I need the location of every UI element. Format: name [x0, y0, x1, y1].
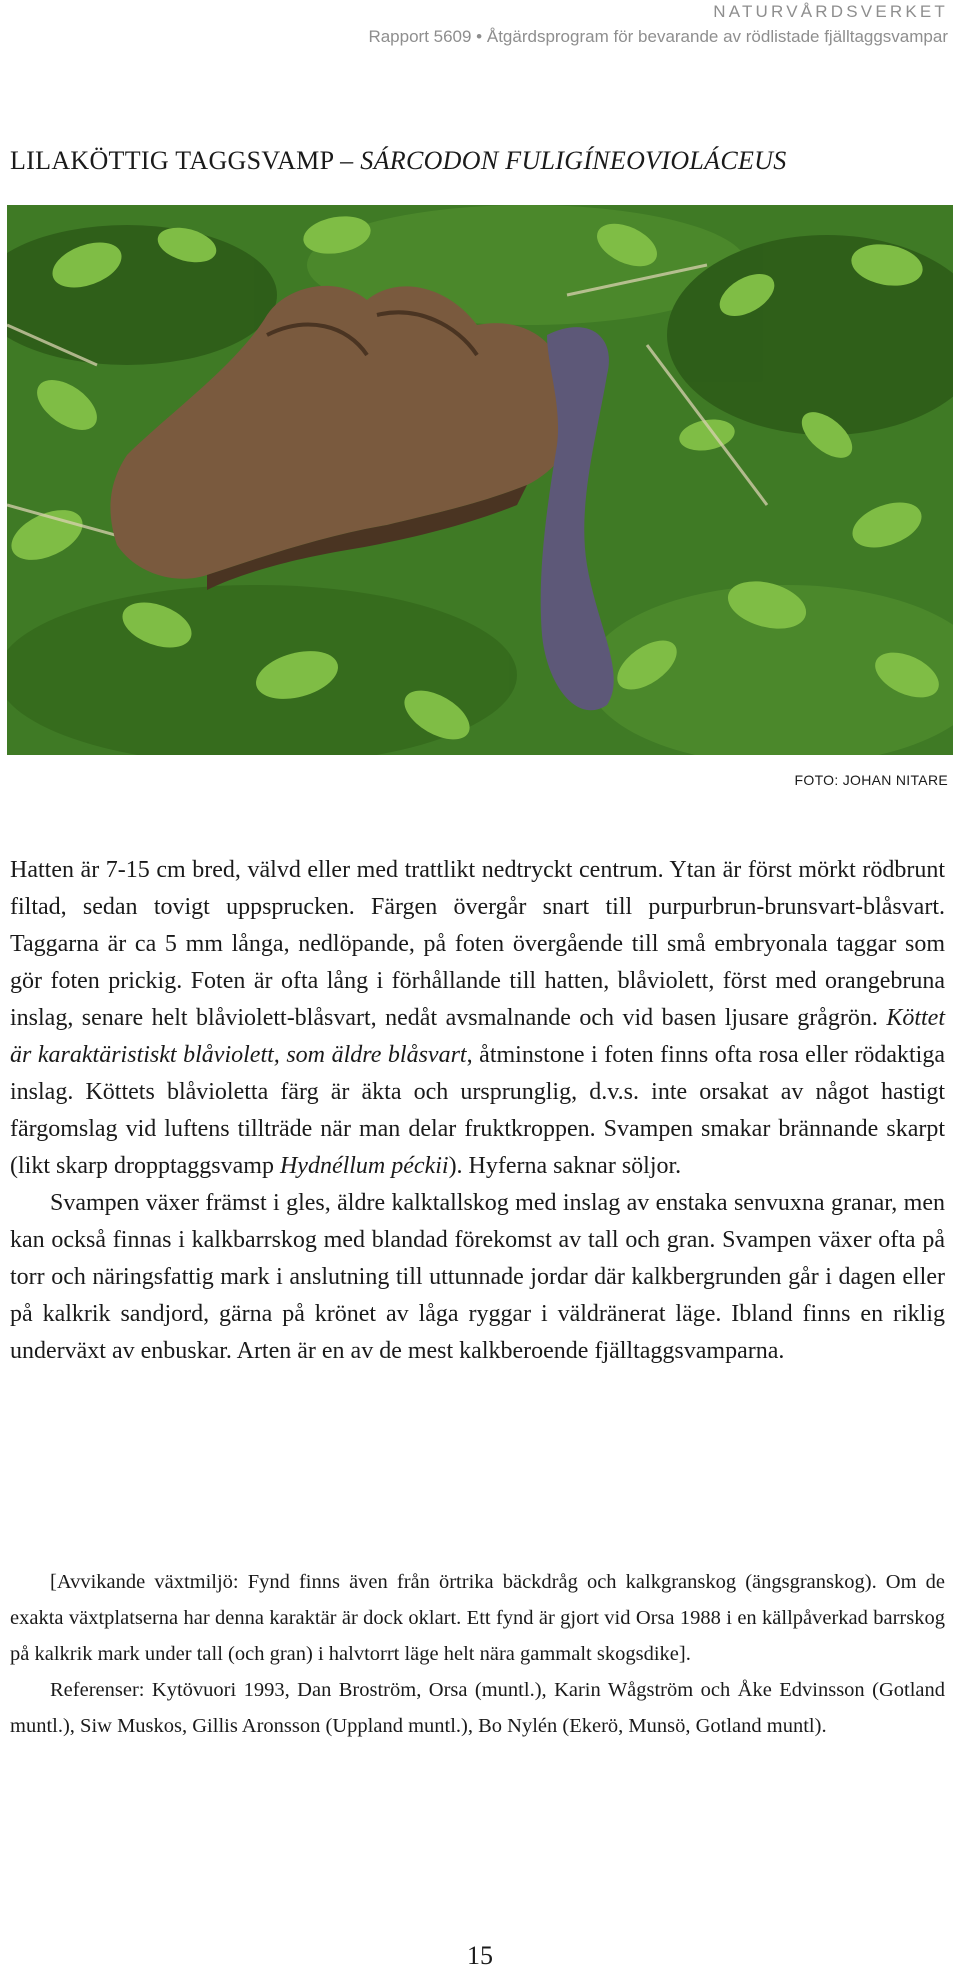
species-description: [10, 852, 945, 1370]
photo-credit: FOTO: JOHAN NITARE: [794, 772, 948, 788]
species-title: [10, 146, 787, 176]
report-title: Rapport 5609 • Åtgärdsprogram för bevarande av rödlistade fjälltaggsvampar: [368, 27, 948, 46]
species-photo: [7, 205, 953, 755]
description-paragraph: [10, 852, 945, 1185]
species-common-name: LILAKÖTTIG TAGGSVAMP –: [10, 146, 361, 175]
habitat-paragraph: Svampen växer främst i gles, äldre kalktallskog med inslag av enstaka senvuxna granar, men kan också finnas i kalkbarrskog med blandad förekomst av tall och gran. Svampen växer ofta på torr och näringsfattig mark i anslutning till uttunnade jordar där kalkbergrunden går i dagen eller på kalkrik sandjord, gärna på krönet av låga ryggar i väldränerat läge. Ibland finns en riklig underväxt av enbuskar. Arten är en av de mest kalkberoende fjälltaggsvamparna.: [10, 1190, 945, 1364]
publisher-name: NATURVÅRDSVERKET: [713, 2, 948, 21]
species-latin-name: SÁRCODON FULIGÍNEOVIOLÁCEUS: [360, 146, 787, 175]
references-note: Referenser: Kytövuori 1993, Dan Broström, Orsa (muntl.), Karin Wågström och Åke Edvinsson (Gotland muntl.), Siw Muskos, Gillis Aronsson (Uppland muntl.), Bo Nylén (Ekerö, Munsö, Gotland muntl).: [10, 1679, 945, 1737]
latin-name-reference: Hydnéllum péckii: [279, 1153, 449, 1179]
description-text: Hatten är 7-15 cm bred, välvd eller med trattlikt nedtryckt centrum. Ytan är först mörkt rödbrunt filtad, sedan tovigt uppsprucken. Färgen övergår snart till purpurbrun-brunsvart-blåsvart. Taggarna är ca 5 mm långa, nedlöpande, på foten övergående till små embryonala taggar som gör foten prickig. Foten är ofta lång i förhållande till hatten, blåviolett, först med orangebruna inslag, senare helt blåviolett-blåsvart, nedåt avsmalnande och vid basen ljusare grågrön.: [10, 857, 945, 1031]
mushroom-photo-illustration: [7, 205, 953, 755]
notes-section: [10, 1564, 945, 1744]
description-text: , åtminstone i foten finns ofta rosa eller rödaktiga inslag. Köttets blåvioletta färg är äkta och ursprunglig, d.v.s. inte orsakat av något hastigt färgomslag vid luftens tillträde när man delar fruktkroppen. Svampen smakar brännande skarpt (likt skarp dropptaggsvamp: [10, 1042, 946, 1179]
page-number: 15: [467, 1941, 493, 1970]
page-header: [368, 0, 948, 48]
description-italic-text: Köttet är karaktäristiskt blåviolett, som äldre blåsvart: [10, 1005, 945, 1068]
description-text: ). Hyferna saknar söljor.: [448, 1153, 682, 1179]
deviating-habitat-note: [Avvikande växtmiljö: Fynd finns även från örtrika bäckdråg och kalkgranskog (ängsgranskog). Om de exakta växtplatserna har denna karaktär är dock oklart. Ett fynd är gjort vid Orsa 1988 i en källpåverkad barrskog på kalkrik mark under tall (och gran) i halvtorrt läge helt nära gammalt skogsdike].: [10, 1571, 945, 1665]
